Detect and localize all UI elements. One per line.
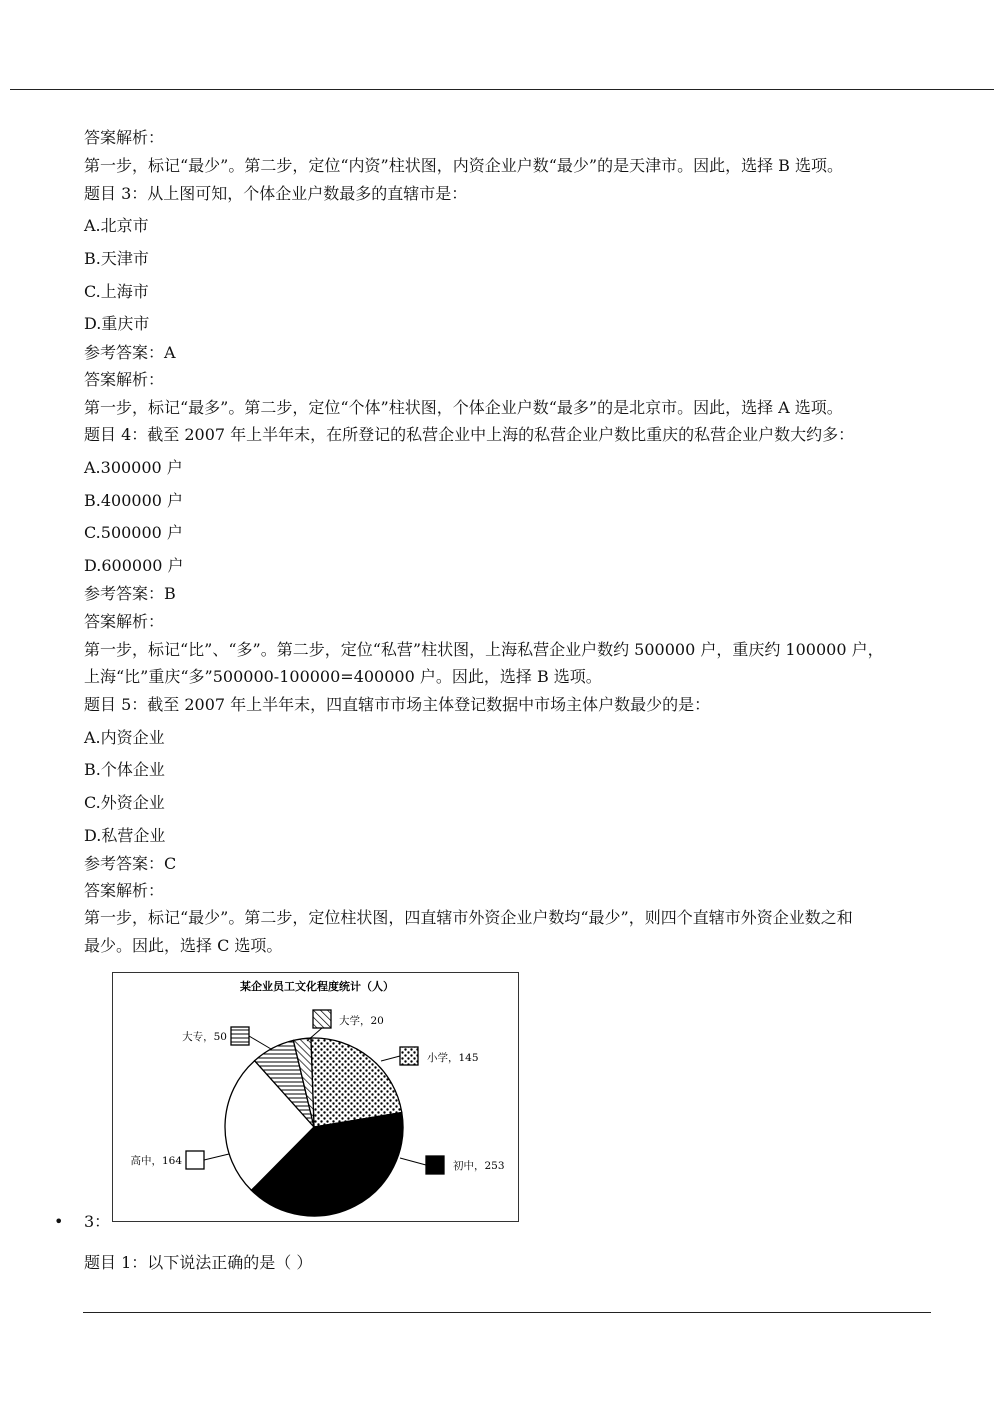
- legend-swatch-2: [426, 1156, 444, 1174]
- pie-slices: [225, 1038, 403, 1216]
- legend-label-1: 小学，145: [427, 1052, 479, 1064]
- question-3: 题目 3：从上图可知，个体企业户数最多的直辖市是：: [84, 184, 468, 203]
- option-d: D.重庆市: [84, 314, 150, 333]
- question-5: 题目 5：截至 2007 年上半年末，四直辖市市场主体登记数据中市场主体户数最少的是：: [84, 695, 711, 714]
- pie-chart-figure: [112, 972, 519, 1222]
- question-4: 题目 4：截至 2007 年上半年末，在所登记的私营企业中上海的私营企业户数比重庆的私营企业户数大约多：: [84, 425, 855, 444]
- reference-answer: 参考答案：C: [84, 854, 177, 873]
- analysis-label: 答案解析：: [84, 612, 165, 631]
- option-c: C.500000 户: [84, 523, 183, 542]
- legend-leader-1: [381, 1056, 400, 1061]
- legend-swatch-3: [186, 1151, 204, 1169]
- option-b: B.天津市: [84, 249, 149, 268]
- legend-swatch-5: [313, 1010, 331, 1028]
- analysis-text-cont: 最少。因此，选择 C 选项。: [84, 936, 283, 955]
- option-c: C.外资企业: [84, 793, 165, 812]
- list-bullet: •: [54, 1212, 64, 1231]
- legend-leader-4: [249, 1036, 271, 1049]
- reference-answer: 参考答案：B: [84, 584, 176, 603]
- option-d: D.600000 户: [84, 556, 184, 575]
- analysis-text: 第一步，标记“最多”。第二步，定位“个体”柱状图，个体企业户数“最多”的是北京市。因此，选择 A 选项。: [84, 398, 843, 417]
- footer-rule: [83, 1312, 931, 1313]
- pie-slice-1: [311, 1038, 402, 1127]
- analysis-label: 答案解析：: [84, 128, 165, 147]
- option-a: A.北京市: [84, 216, 149, 235]
- next-question: 题目 1：以下说法正确的是（ ）: [84, 1253, 313, 1272]
- legend-swatch-4: [231, 1027, 249, 1045]
- legend-leader-2: [400, 1158, 426, 1165]
- analysis-label: 答案解析：: [84, 881, 165, 900]
- option-b: B.400000 户: [84, 491, 184, 510]
- header-rule: [10, 89, 994, 90]
- legend-label-5: 大学，20: [339, 1015, 384, 1027]
- reference-answer: 参考答案：A: [84, 343, 176, 362]
- legend-label-2: 初中，253: [453, 1160, 505, 1172]
- analysis-text-cont: 上海“比”重庆“多”500000-100000=400000 户。因此，选择 B 选项。: [84, 667, 602, 686]
- list-item-label: 3：: [84, 1212, 111, 1231]
- analysis-text: 第一步，标记“比”、“多”。第二步，定位“私营”柱状图，上海私营企业户数约 500000 户，重庆约 100000 户，: [84, 640, 884, 659]
- legend-label-4: 大专，50: [182, 1031, 227, 1043]
- option-a: A.内资企业: [84, 728, 165, 747]
- option-a: A.300000 户: [84, 458, 183, 477]
- option-d: D.私营企业: [84, 826, 166, 845]
- chart-title: 某企业员工文化程度统计（人）: [240, 980, 394, 993]
- analysis-text: 第一步，标记“最少”。第二步，定位柱状图，四直辖市外资企业户数均“最少”，则四个直辖市外资企业数之和: [84, 908, 853, 927]
- legend-label-3: 高中，164: [130, 1155, 182, 1167]
- legend-swatch-1: [400, 1047, 418, 1065]
- option-c: C.上海市: [84, 282, 149, 301]
- legend-leader-3: [204, 1154, 229, 1160]
- option-b: B.个体企业: [84, 760, 165, 779]
- analysis-text: 第一步，标记“最少”。第二步，定位“内资”柱状图，内资企业户数“最少”的是天津市。因此，选择 B 选项。: [84, 156, 844, 175]
- analysis-label: 答案解析：: [84, 370, 165, 389]
- pie-chart: [113, 973, 518, 1221]
